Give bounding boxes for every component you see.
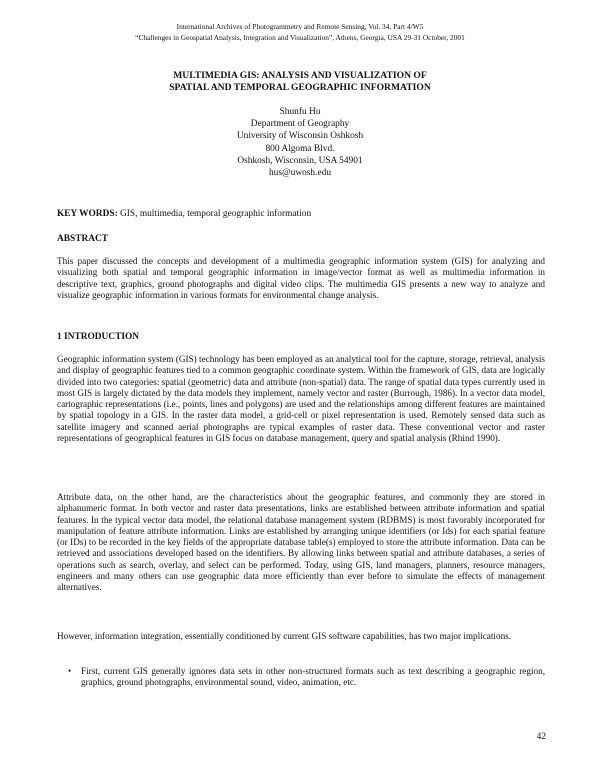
page-number: 42 [536, 732, 546, 742]
keywords [57, 208, 547, 220]
abstract-heading: ABSTRACT [57, 234, 109, 244]
intro-paragraph-2: Attribute data, on the other hand, are the characteristics about the geographic features, and commonly they are stored in alphanumeric format. In both vector and raster data presentations, links are established between attribute information and spatial features. In the typical vector data model, the relational database management system (RDBMS) is most favorably incorporated for manipulation of feature attribute information. Links are established by arranging unique identifiers (or Ids) for each spatial feature (or IDs) to be recorded in the key fields of the appropriate database table(s) employed to store the attribute information. Data can be retrieved and associations developed based on the identifiers. By allowing links between spatial and attribute databases, a series of operations such as search, overlay, and select can be performed. Today, using GIS, land managers, planners, resource managers, engineers and many others can use geographic data more efficiently than ever before to simulate the effects of management alternatives. [57, 492, 545, 593]
title-line-1: MULTIMEDIA GIS: ANALYSIS AND VISUALIZATION OF [173, 70, 427, 81]
abstract-text: This paper discussed the concepts and development of a multimedia geographic information system (GIS) for analyzing and visualizing both spatial and temporal geographic information in image/vector format as well as multimedia information in descriptive text, graphics, ground photographs and digital video clips. The multimedia GIS presents a new way to analyze and visualize geographic information in various formats for environmental change analysis. [57, 256, 545, 300]
bullet-icon: • [68, 666, 72, 676]
running-header-journal: International Archives of Photogrammetry and Remote Sensing, Vol. 34, Part 4/W5 [176, 22, 424, 31]
intro-paragraph-3: However, information integration, essentially conditioned by current GIS software capabilities, has two major implications. [57, 631, 512, 641]
paper-title [60, 70, 540, 94]
author-city: Oshkosh, Wisconsin, USA 54901 [237, 155, 363, 166]
author-name: Shunfu Hu [279, 107, 321, 117]
introduction-heading: 1 INTRODUCTION [57, 332, 140, 342]
author-street: 800 Algoma Blvd. [265, 143, 335, 154]
intro-paragraph-1: Geographic information system (GIS) technology has been employed as an analytical tool for the capture, storage, retrieval, analysis and display of geographic features tied to a common geographic coordinate system. Within the framework of GIS, data are logically divided into two categories: spatial (geometric) data and attribute (non-spatial) data. The range of spatial data types currently used in most GIS is largely dictated by the data models they implement, namely vector and raster (Burrough, 1986). In a vector data model, cartographic representations (i.e., points, lines and polygons) are used and the relationships among different features are maintained by spatial topology in a GIS. In the raster data model, a grid-cell or pixel representation is used. Remotely sensed data such as satellite imagery and scanned aerial photographs are typical examples of raster data. These conventional vector and raster representations of geographical features in GIS focus on database management, query and spatial analysis (Rhind 1990). [57, 354, 545, 444]
author-block [100, 106, 500, 179]
implications-list [57, 666, 545, 689]
running-header-conference: “Challenges in Geospatial Analysis, Integration and Visualization”, Athens, Georgia, USA 29-31 October, 2001 [135, 33, 465, 42]
author-university: University of Wisconsin Oshkosh [236, 131, 364, 142]
title-line-2: SPATIAL AND TEMPORAL GEOGRAPHIC INFORMATION [169, 82, 431, 93]
author-department: Department of Geography [250, 119, 350, 130]
list-item [57, 666, 545, 689]
author-email: hus@uwosh.edu [268, 168, 332, 179]
keywords-label: KEY WORDS: [57, 209, 118, 219]
keywords-text: GIS, multimedia, temporal geographic information [117, 209, 312, 219]
list-item-text: First, current GIS generally ignores data sets in other non-structured formats such as text describing a geographic region, graphics, ground photographs, environmental sound, video, animation, etc. [81, 666, 545, 688]
